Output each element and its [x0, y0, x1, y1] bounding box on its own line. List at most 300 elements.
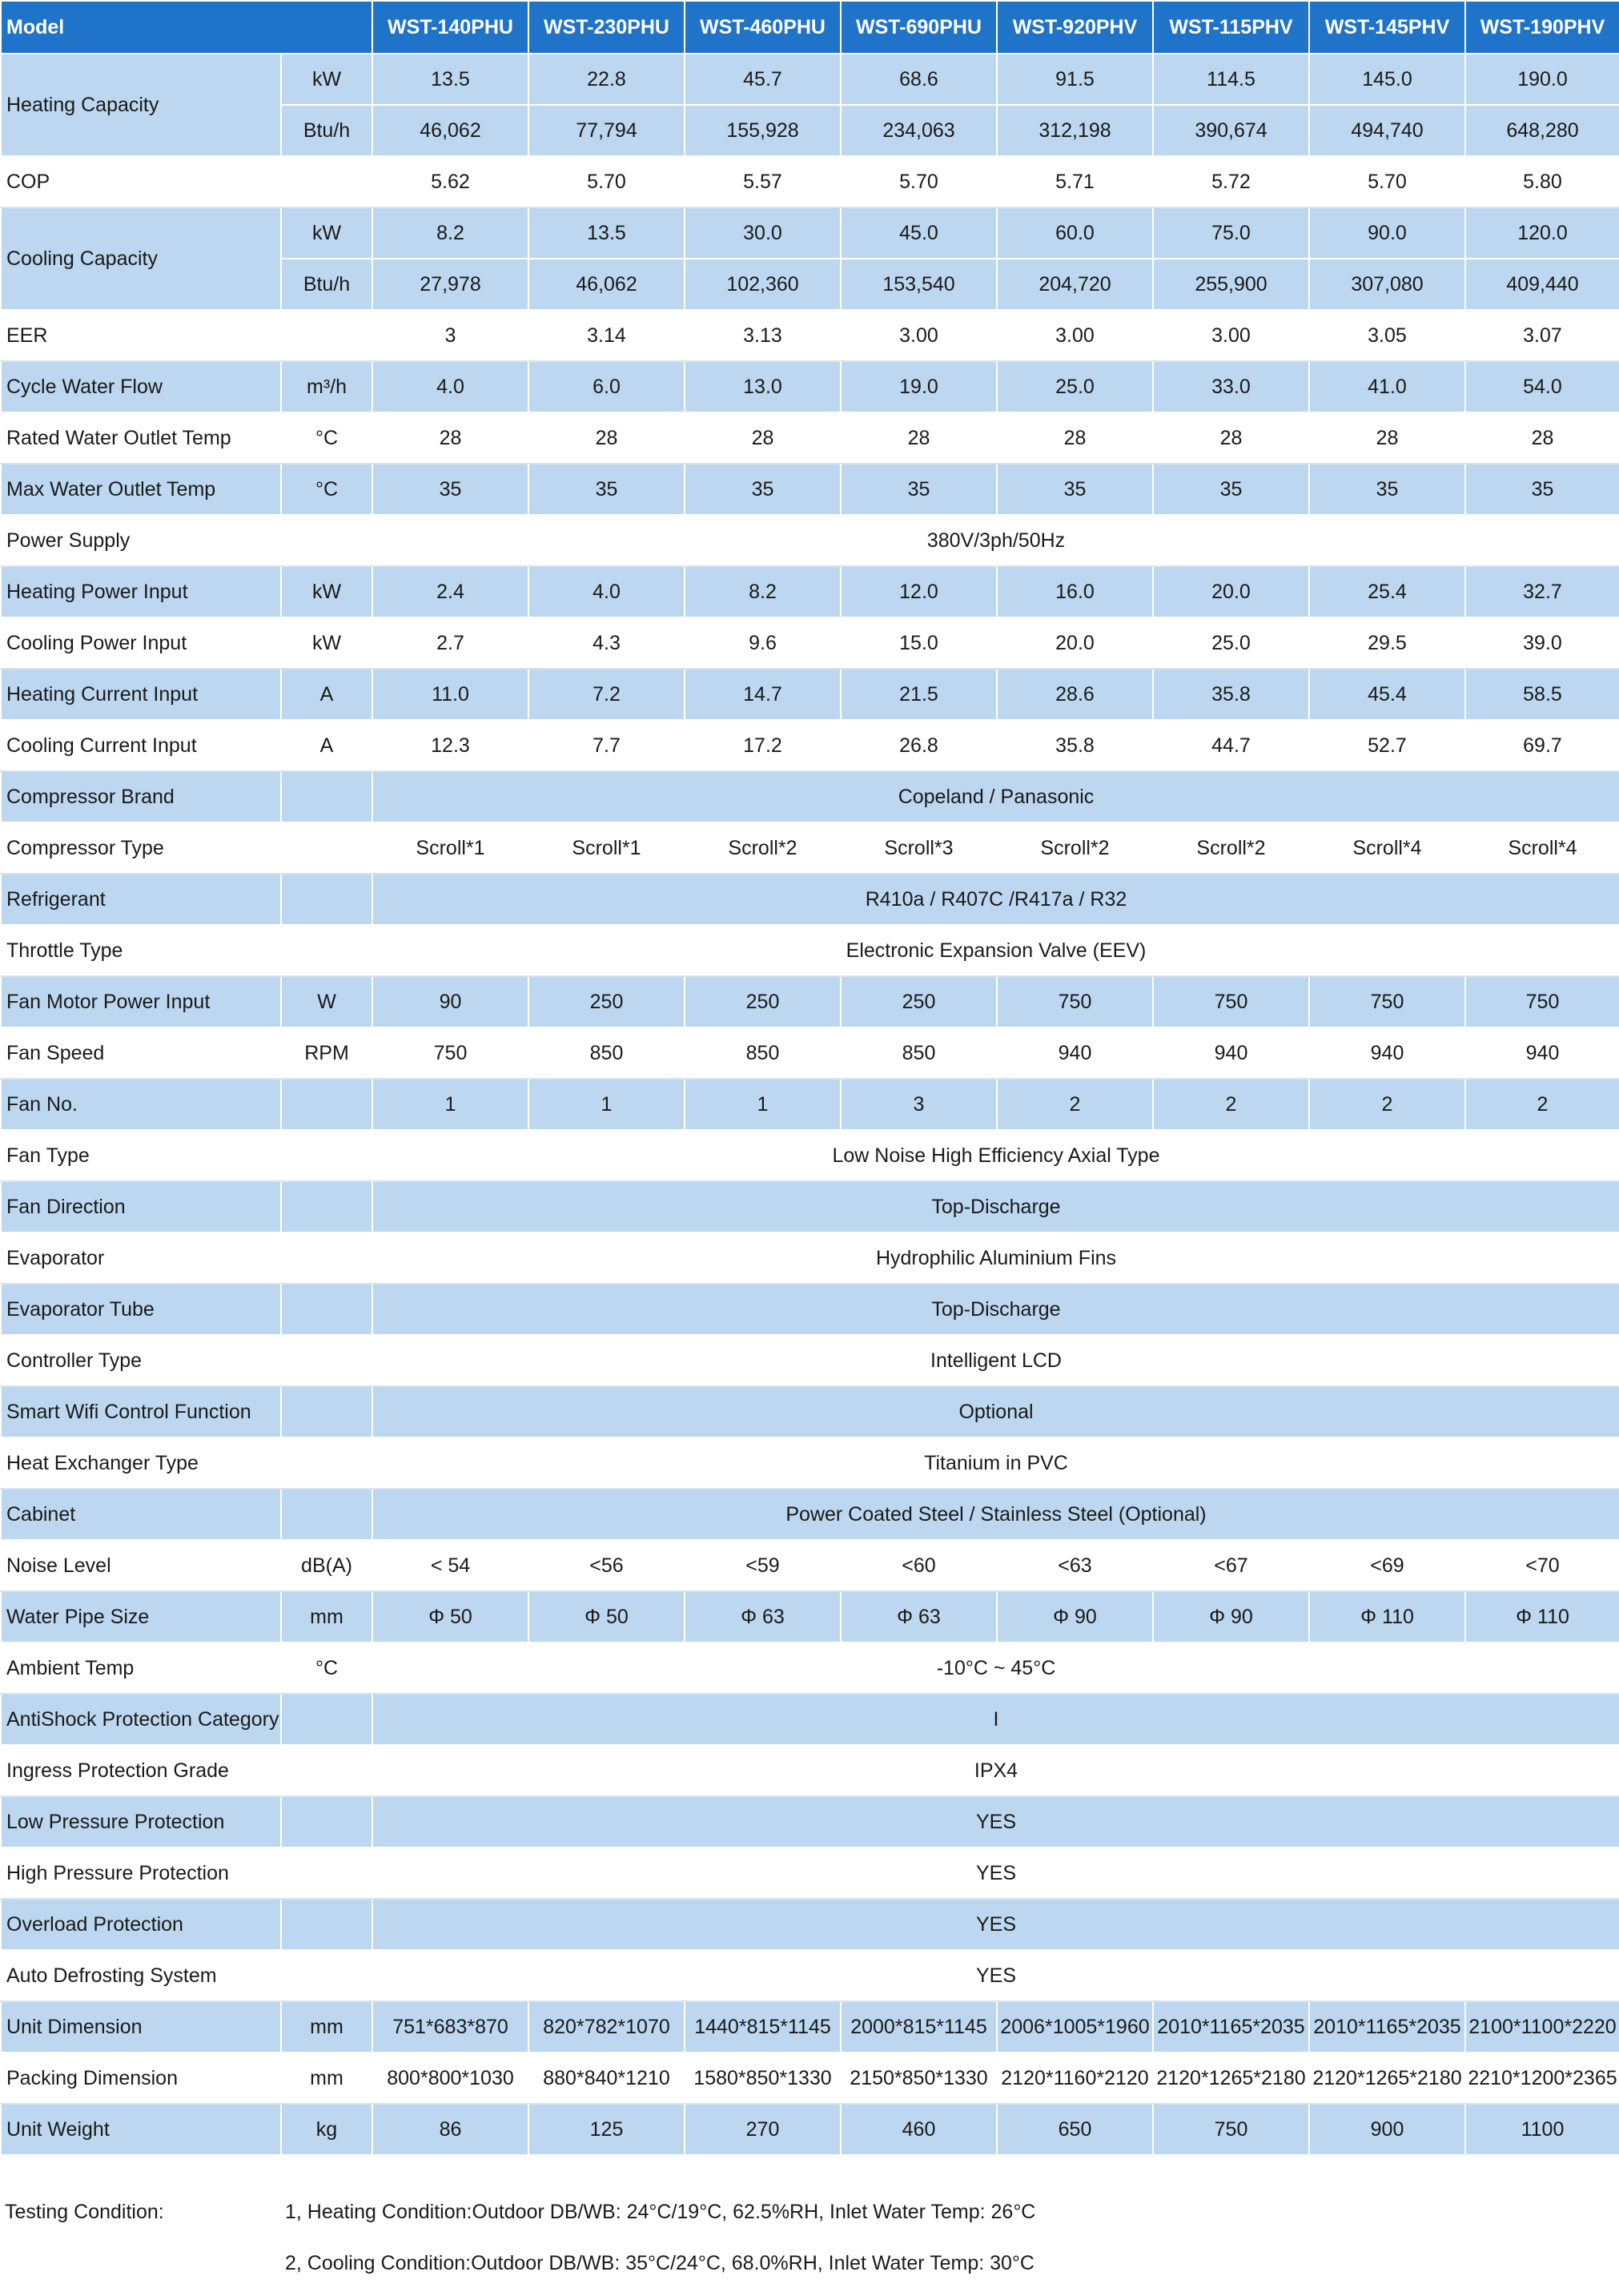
cell-value: Φ 90	[997, 1591, 1153, 1643]
cell-value: 307,080	[1309, 259, 1465, 310]
cell-value: <63	[997, 1540, 1153, 1591]
row-label: Max Water Outlet Temp	[1, 464, 281, 515]
row-unit	[281, 1386, 372, 1438]
spec-row	[1, 1489, 1619, 1540]
row-label: Fan Speed	[1, 1027, 281, 1079]
cell-value: 9.6	[685, 617, 841, 669]
cell-value: 35	[528, 464, 685, 515]
spec-row	[1, 1591, 1619, 1643]
row-unit: mm	[281, 1591, 372, 1643]
cell-value: Scroll*2	[1153, 822, 1309, 874]
row-label: Fan Direction	[1, 1181, 281, 1232]
merged-value: YES	[372, 1899, 1619, 1950]
cell-value: 850	[841, 1027, 997, 1079]
row-label: Packing Dimension	[1, 2053, 281, 2104]
cell-value: Φ 110	[1309, 1591, 1465, 1643]
cell-value: 2006*1005*1960	[997, 2001, 1153, 2053]
row-unit: mm	[281, 2053, 372, 2104]
cell-value: Scroll*4	[1465, 822, 1619, 874]
spec-row	[1, 156, 1619, 207]
cell-value: 58.5	[1465, 669, 1619, 720]
cell-value: 2.7	[372, 617, 528, 669]
cell-value: 2210*1200*2365	[1465, 2053, 1619, 2104]
row-label: Power Supply	[1, 515, 281, 566]
cell-value: 14.7	[685, 669, 841, 720]
cell-value: Φ 90	[1153, 1591, 1309, 1643]
cell-value: 28	[841, 412, 997, 464]
spec-row	[1, 2001, 1619, 2053]
cell-value: 1440*815*1145	[685, 2001, 841, 2053]
row-label: COP	[1, 156, 281, 207]
cell-value: 44.7	[1153, 720, 1309, 771]
merged-value: -10°C ~ 45°C	[372, 1643, 1619, 1694]
spec-row	[1, 2104, 1619, 2155]
spec-row	[1, 1181, 1619, 1232]
cell-value: 28	[372, 412, 528, 464]
row-label: Overload Protection	[1, 1899, 281, 1950]
cell-value: 155,928	[685, 105, 841, 156]
row-unit: Btu/h	[281, 105, 372, 156]
model-name: WST-690PHU	[841, 1, 997, 54]
spec-row	[1, 1335, 1619, 1386]
row-label: Evaporator	[1, 1232, 281, 1284]
cell-value: 77,794	[528, 105, 685, 156]
cell-value: 25.0	[1153, 617, 1309, 669]
cell-value: 409,440	[1465, 259, 1619, 310]
cell-value: <69	[1309, 1540, 1465, 1591]
spec-row	[1, 925, 1619, 976]
cell-value: 2120*1265*2180	[1309, 2053, 1465, 2104]
spec-row	[1, 617, 1619, 669]
cell-value: 1100	[1465, 2104, 1619, 2155]
model-name: WST-920PHV	[997, 1, 1153, 54]
cell-value: 2	[1309, 1079, 1465, 1130]
cell-value: 20.0	[997, 617, 1153, 669]
cell-value: 2120*1160*2120	[997, 2053, 1153, 2104]
merged-value: Top-Discharge	[372, 1284, 1619, 1335]
row-label: Cabinet	[1, 1489, 281, 1540]
row-unit	[281, 1130, 372, 1181]
merged-value: YES	[372, 1848, 1619, 1899]
cell-value: 13.5	[372, 54, 528, 105]
row-label: Compressor Type	[1, 822, 281, 874]
cell-value: 234,063	[841, 105, 997, 156]
model-name: WST-115PHV	[1153, 1, 1309, 54]
cell-value: 250	[841, 976, 997, 1027]
cell-value: 28	[528, 412, 685, 464]
row-unit: kW	[281, 617, 372, 669]
row-unit: kW	[281, 207, 372, 259]
cell-value: 25.0	[997, 361, 1153, 412]
cell-value: 3.13	[685, 310, 841, 361]
cell-value: 7.2	[528, 669, 685, 720]
row-label: Evaporator Tube	[1, 1284, 281, 1335]
cell-value: 5.70	[528, 156, 685, 207]
spec-row	[1, 1694, 1619, 1745]
row-unit	[281, 822, 372, 874]
spec-row	[1, 1848, 1619, 1899]
spec-row	[1, 2053, 1619, 2104]
spec-row	[1, 1079, 1619, 1130]
row-unit	[281, 771, 372, 822]
model-name: WST-230PHU	[528, 1, 685, 54]
spec-row	[1, 1130, 1619, 1181]
cell-value: 204,720	[997, 259, 1153, 310]
cell-value: 940	[1153, 1027, 1309, 1079]
cell-value: 27,978	[372, 259, 528, 310]
cell-value: 29.5	[1309, 617, 1465, 669]
model-header: Model	[1, 1, 372, 54]
row-label: Unit Weight	[1, 2104, 281, 2155]
cell-value: 255,900	[1153, 259, 1309, 310]
cell-value: 390,674	[1153, 105, 1309, 156]
cell-value: 650	[997, 2104, 1153, 2155]
cell-value: 5.70	[1309, 156, 1465, 207]
cell-value: <56	[528, 1540, 685, 1591]
cell-value: 940	[1465, 1027, 1619, 1079]
cell-value: 250	[528, 976, 685, 1027]
row-label: Fan No.	[1, 1079, 281, 1130]
row-unit	[281, 310, 372, 361]
cell-value: 2010*1165*2035	[1153, 2001, 1309, 2053]
row-unit	[281, 1284, 372, 1335]
cell-value: 21.5	[841, 669, 997, 720]
cell-value: 494,740	[1309, 105, 1465, 156]
row-unit: dB(A)	[281, 1540, 372, 1591]
cell-value: 90.0	[1309, 207, 1465, 259]
cell-value: 5.80	[1465, 156, 1619, 207]
row-label: Cycle Water Flow	[1, 361, 281, 412]
spec-row	[1, 1796, 1619, 1848]
row-label: Heating Current Input	[1, 669, 281, 720]
cell-value: 750	[1309, 976, 1465, 1027]
spec-row	[1, 1027, 1619, 1079]
cell-value: 86	[372, 2104, 528, 2155]
cell-value: 750	[997, 976, 1153, 1027]
spec-row	[1, 361, 1619, 412]
merged-value: YES	[372, 1796, 1619, 1848]
cell-value: 35	[1309, 464, 1465, 515]
row-label: Rated Water Outlet Temp	[1, 412, 281, 464]
row-unit	[281, 1232, 372, 1284]
row-unit	[281, 925, 372, 976]
cell-value: Scroll*2	[685, 822, 841, 874]
row-label: Cooling Power Input	[1, 617, 281, 669]
spec-row	[1, 669, 1619, 720]
cell-value: 13.0	[685, 361, 841, 412]
cell-value: 91.5	[997, 54, 1153, 105]
cell-value: 69.7	[1465, 720, 1619, 771]
cell-value: 940	[1309, 1027, 1465, 1079]
merged-value: Copeland / Panasonic	[372, 771, 1619, 822]
cell-value: 35	[685, 464, 841, 515]
row-label: Heating Capacity	[1, 54, 281, 156]
cell-value: Scroll*3	[841, 822, 997, 874]
cell-value: 5.72	[1153, 156, 1309, 207]
cell-value: 41.0	[1309, 361, 1465, 412]
header-row	[1, 1, 1619, 54]
cell-value: 2100*1100*2220	[1465, 2001, 1619, 2053]
cell-value: 19.0	[841, 361, 997, 412]
cell-value: 75.0	[1153, 207, 1309, 259]
row-unit	[281, 1950, 372, 2001]
spec-row	[1, 310, 1619, 361]
cell-value: 28	[997, 412, 1153, 464]
cell-value: 12.0	[841, 566, 997, 617]
cell-value: Φ 63	[841, 1591, 997, 1643]
row-label: Noise Level	[1, 1540, 281, 1591]
cell-value: < 54	[372, 1540, 528, 1591]
heating-condition-note: 1, Heating Condition:Outdoor DB/WB: 24°C/19°C, 62.5%RH, Inlet Water Temp: 26°C	[285, 2201, 1036, 2223]
cell-value: 1580*850*1330	[685, 2053, 841, 2104]
spec-row	[1, 1950, 1619, 2001]
cell-value: 45.0	[841, 207, 997, 259]
row-label: Fan Type	[1, 1130, 281, 1181]
cell-value: 35.8	[997, 720, 1153, 771]
cell-value: 1	[685, 1079, 841, 1130]
row-label: Refrigerant	[1, 874, 281, 925]
row-unit: A	[281, 720, 372, 771]
cell-value: <70	[1465, 1540, 1619, 1591]
cell-value: <60	[841, 1540, 997, 1591]
cell-value: 22.8	[528, 54, 685, 105]
cell-value: 750	[372, 1027, 528, 1079]
cell-value: 39.0	[1465, 617, 1619, 669]
row-label: Ingress Protection Grade	[1, 1745, 281, 1796]
cell-value: 28	[1309, 412, 1465, 464]
cell-value: 2.4	[372, 566, 528, 617]
row-unit: W	[281, 976, 372, 1027]
merged-value: Intelligent LCD	[372, 1335, 1619, 1386]
spec-row	[1, 412, 1619, 464]
cell-value: <67	[1153, 1540, 1309, 1591]
cell-value: 1	[528, 1079, 685, 1130]
cell-value: 2120*1265*2180	[1153, 2053, 1309, 2104]
cell-value: 3.00	[1153, 310, 1309, 361]
cell-value: 35	[997, 464, 1153, 515]
spec-row	[1, 976, 1619, 1027]
cell-value: 5.62	[372, 156, 528, 207]
cell-value: 460	[841, 2104, 997, 2155]
cell-value: 270	[685, 2104, 841, 2155]
cell-value: 751*683*870	[372, 2001, 528, 2053]
cell-value: 114.5	[1153, 54, 1309, 105]
cell-value: 312,198	[997, 105, 1153, 156]
cell-value: 28	[1465, 412, 1619, 464]
cell-value: Φ 110	[1465, 1591, 1619, 1643]
merged-value: Top-Discharge	[372, 1181, 1619, 1232]
cell-value: 46,062	[372, 105, 528, 156]
cell-value: 35.8	[1153, 669, 1309, 720]
cell-value: 800*800*1030	[372, 2053, 528, 2104]
row-unit: °C	[281, 1643, 372, 1694]
spec-row	[1, 822, 1619, 874]
cell-value: 900	[1309, 2104, 1465, 2155]
model-name: WST-145PHV	[1309, 1, 1465, 54]
row-unit: Btu/h	[281, 259, 372, 310]
cell-value: 45.4	[1309, 669, 1465, 720]
cell-value: 750	[1465, 976, 1619, 1027]
cell-value: 1	[372, 1079, 528, 1130]
row-label: Heating Power Input	[1, 566, 281, 617]
cell-value: 102,360	[685, 259, 841, 310]
cell-value: 28	[1153, 412, 1309, 464]
cell-value: 11.0	[372, 669, 528, 720]
cell-value: 145.0	[1309, 54, 1465, 105]
cell-value: 35	[1153, 464, 1309, 515]
row-label: Smart Wifi Control Function	[1, 1386, 281, 1438]
row-label: Controller Type	[1, 1335, 281, 1386]
model-name: WST-460PHU	[685, 1, 841, 54]
row-unit	[281, 1745, 372, 1796]
cell-value: 2	[997, 1079, 1153, 1130]
row-unit	[281, 1438, 372, 1489]
cell-value: 940	[997, 1027, 1153, 1079]
cell-value: 8.2	[685, 566, 841, 617]
cell-value: 3	[841, 1079, 997, 1130]
cell-value: 68.6	[841, 54, 997, 105]
row-unit	[281, 1335, 372, 1386]
row-label: EER	[1, 310, 281, 361]
cell-value: 120.0	[1465, 207, 1619, 259]
spec-row	[1, 720, 1619, 771]
cell-value: Φ 50	[528, 1591, 685, 1643]
cell-value: 32.7	[1465, 566, 1619, 617]
cell-value: 648,280	[1465, 105, 1619, 156]
cell-value: 3.05	[1309, 310, 1465, 361]
row-unit: mm	[281, 2001, 372, 2053]
cell-value: 2150*850*1330	[841, 2053, 997, 2104]
row-label: Water Pipe Size	[1, 1591, 281, 1643]
merged-value: 380V/3ph/50Hz	[372, 515, 1619, 566]
row-unit: kg	[281, 2104, 372, 2155]
cell-value: 4.0	[372, 361, 528, 412]
row-label: Auto Defrosting System	[1, 1950, 281, 2001]
cell-value: 60.0	[997, 207, 1153, 259]
merged-value: Low Noise High Efficiency Axial Type	[372, 1130, 1619, 1181]
merged-value: Power Coated Steel / Stainless Steel (Optional)	[372, 1489, 1619, 1540]
cell-value: Scroll*1	[528, 822, 685, 874]
model-name: WST-190PHV	[1465, 1, 1619, 54]
model-name: WST-140PHU	[372, 1, 528, 54]
cell-value: 35	[1465, 464, 1619, 515]
cell-value: 46,062	[528, 259, 685, 310]
row-label: Fan Motor Power Input	[1, 976, 281, 1027]
row-label: Ambient Temp	[1, 1643, 281, 1694]
row-unit: °C	[281, 464, 372, 515]
row-unit	[281, 1181, 372, 1232]
spec-row	[1, 874, 1619, 925]
cell-value: 20.0	[1153, 566, 1309, 617]
merged-value: YES	[372, 1950, 1619, 2001]
cell-value: 3.00	[997, 310, 1153, 361]
row-unit: kW	[281, 54, 372, 105]
merged-value: Electronic Expansion Valve (EEV)	[372, 925, 1619, 976]
row-unit	[281, 156, 372, 207]
cell-value: 850	[685, 1027, 841, 1079]
cell-value: 90	[372, 976, 528, 1027]
spec-row	[1, 1899, 1619, 1950]
spec-row	[1, 566, 1619, 617]
spec-row	[1, 1540, 1619, 1591]
row-label: Throttle Type	[1, 925, 281, 976]
cell-value: 2	[1153, 1079, 1309, 1130]
row-label: High Pressure Protection	[1, 1848, 281, 1899]
cell-value: 35	[372, 464, 528, 515]
merged-value: Titanium in PVC	[372, 1438, 1619, 1489]
testing-condition-label: Testing Condition:	[5, 2201, 164, 2223]
cell-value: 4.3	[528, 617, 685, 669]
spec-row	[1, 1232, 1619, 1284]
cell-value: 5.71	[997, 156, 1153, 207]
cell-value: 5.70	[841, 156, 997, 207]
cell-value: 250	[685, 976, 841, 1027]
cell-value: 125	[528, 2104, 685, 2155]
cell-value: 850	[528, 1027, 685, 1079]
cell-value: 7.7	[528, 720, 685, 771]
row-label: Cooling Capacity	[1, 207, 281, 310]
row-unit: m³/h	[281, 361, 372, 412]
row-unit	[281, 1079, 372, 1130]
row-unit	[281, 515, 372, 566]
cell-value: 17.2	[685, 720, 841, 771]
spec-row	[1, 771, 1619, 822]
cell-value: 3.00	[841, 310, 997, 361]
cell-value: 25.4	[1309, 566, 1465, 617]
cell-value: 750	[1153, 2104, 1309, 2155]
cell-value: 45.7	[685, 54, 841, 105]
spec-row	[1, 1284, 1619, 1335]
spec-row	[1, 1643, 1619, 1694]
row-label: Compressor Brand	[1, 771, 281, 822]
cell-value: 35	[841, 464, 997, 515]
cell-value: 153,540	[841, 259, 997, 310]
merged-value: R410a / R407C /R417a / R32	[372, 874, 1619, 925]
row-label: Low Pressure Protection	[1, 1796, 281, 1848]
row-unit: kW	[281, 566, 372, 617]
cell-value: 28	[685, 412, 841, 464]
row-label: Cooling Current Input	[1, 720, 281, 771]
cell-value: 8.2	[372, 207, 528, 259]
row-unit	[281, 1899, 372, 1950]
cell-value: 190.0	[1465, 54, 1619, 105]
cell-value: 6.0	[528, 361, 685, 412]
row-unit	[281, 1694, 372, 1745]
row-unit: °C	[281, 412, 372, 464]
cell-value: 26.8	[841, 720, 997, 771]
cell-value: 5.57	[685, 156, 841, 207]
cell-value: 2010*1165*2035	[1309, 2001, 1465, 2053]
cell-value: 15.0	[841, 617, 997, 669]
cell-value: 54.0	[1465, 361, 1619, 412]
row-label: Unit Dimension	[1, 2001, 281, 2053]
spec-row	[1, 1386, 1619, 1438]
spec-row	[1, 1745, 1619, 1796]
merged-value: Hydrophilic Aluminium Fins	[372, 1232, 1619, 1284]
row-unit: A	[281, 669, 372, 720]
cell-value: Scroll*4	[1309, 822, 1465, 874]
cooling-condition-note: 2, Cooling Condition:Outdoor DB/WB: 35°C/24°C, 68.0%RH, Inlet Water Temp: 30°C	[285, 2252, 1034, 2274]
row-label: Heat Exchanger Type	[1, 1438, 281, 1489]
row-unit	[281, 1489, 372, 1540]
cell-value: 750	[1153, 976, 1309, 1027]
cell-value: 2	[1465, 1079, 1619, 1130]
cell-value: Φ 50	[372, 1591, 528, 1643]
cell-value: 3.07	[1465, 310, 1619, 361]
spec-row	[1, 464, 1619, 515]
merged-value: I	[372, 1694, 1619, 1745]
cell-value: 28.6	[997, 669, 1153, 720]
